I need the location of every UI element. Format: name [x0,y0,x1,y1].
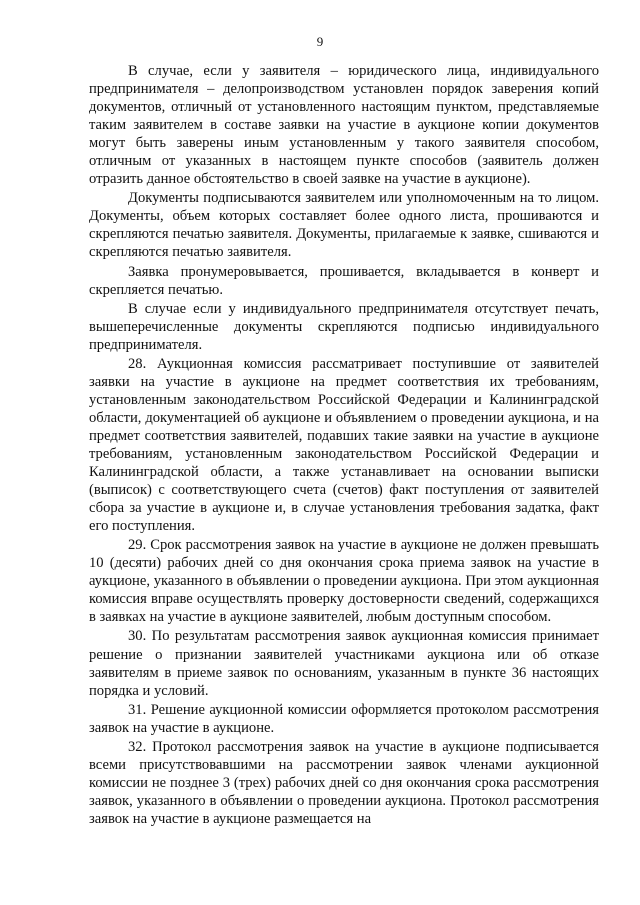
paragraph-copies-certification: В случае, если у заявителя – юридического лица, индивидуального предпринимателя – делопроизводством установлен порядок заверения копий документов, отличный от установленного настоящим пунктом, представляемые таким заявителем в составе заявки на участие в аукционе копии документов могут быть заверены иным установленным у такого заявителя способом, отличным от указанных в настоящем пункте способов (заявитель должен отразить данное обстоятельство в своей заявке на участие в аукционе). [89,63,599,188]
paragraph-signing-documents: Документы подписываются заявителем или уполномоченным на то лицом. Документы, объем которых составляет более одного листа, прошиваются и скрепляются печатью заявителя. Документы, прилагаемые к заявке, сшиваются и скрепляются печатью заявителя. [89,190,599,261]
paragraph-envelope-sealing: Заявка пронумеровывается, прошивается, вкладывается в конверт и скрепляется печатью. [89,263,599,298]
paragraph-30: 30. По результатам рассмотрения заявок аукционная комиссия принимает решение о признании заявителей участниками аукциона или об отказе заявителям в приеме заявок по основаниям, указанным в пункте 36 настоящих порядка и условий. [89,628,599,699]
document-body [89,62,599,829]
page-number: 9 [316,34,324,49]
paragraph-32: 32. Протокол рассмотрения заявок на участие в аукционе подписывается всеми присутствовавшими на рассмотрении заявок членами аукционной комиссии не позднее 3 (трех) рабочих дней со дня окончания срока рассмотрения заявок, указанного в объявлении о проведении аукциона. Протокол рассмотрения заявок на участие в аукционе размещается на [89,738,599,827]
paragraph-28: 28. Аукционная комиссия рассматривает поступившие от заявителей заявки на участие в аукционе на предмет соответствия их требованиям, установленным законодательством Российской Федерации и Калининградской области, документацией об аукционе и объявлением о проведении аукциона, и на предмет соответствия заявителей, подавших такие заявки на участие в аукционе требованиям, установленным законодательством Российской Федерации и Калининградской области, а также устанавливает на основании выписки (выписок) с соответствующего счета (счетов) факт поступления от заявителей сбора за участие в аукционе и, в случае установления требования задатка, факт его поступления. [89,355,599,535]
paragraph-29: 29. Срок рассмотрения заявок на участие в аукционе не должен превышать 10 (десяти) рабочих дней со дня окончания срока приема заявок на участие в аукционе, указанного в объявлении о проведении аукциона. При этом аукционная комиссия вправе осуществлять проверку достоверности сведений, содержащихся в заявках на участие в аукционе заявителей, любым доступным способом. [89,537,599,626]
paragraph-no-seal: В случае если у индивидуального предпринимателя отсутствует печать, вышеперечисленные документы скрепляются подписью индивидуального предпринимателя. [89,300,599,353]
paragraph-31: 31. Решение аукционной комиссии оформляется протоколом рассмотрения заявок на участие в аукционе. [89,701,599,736]
